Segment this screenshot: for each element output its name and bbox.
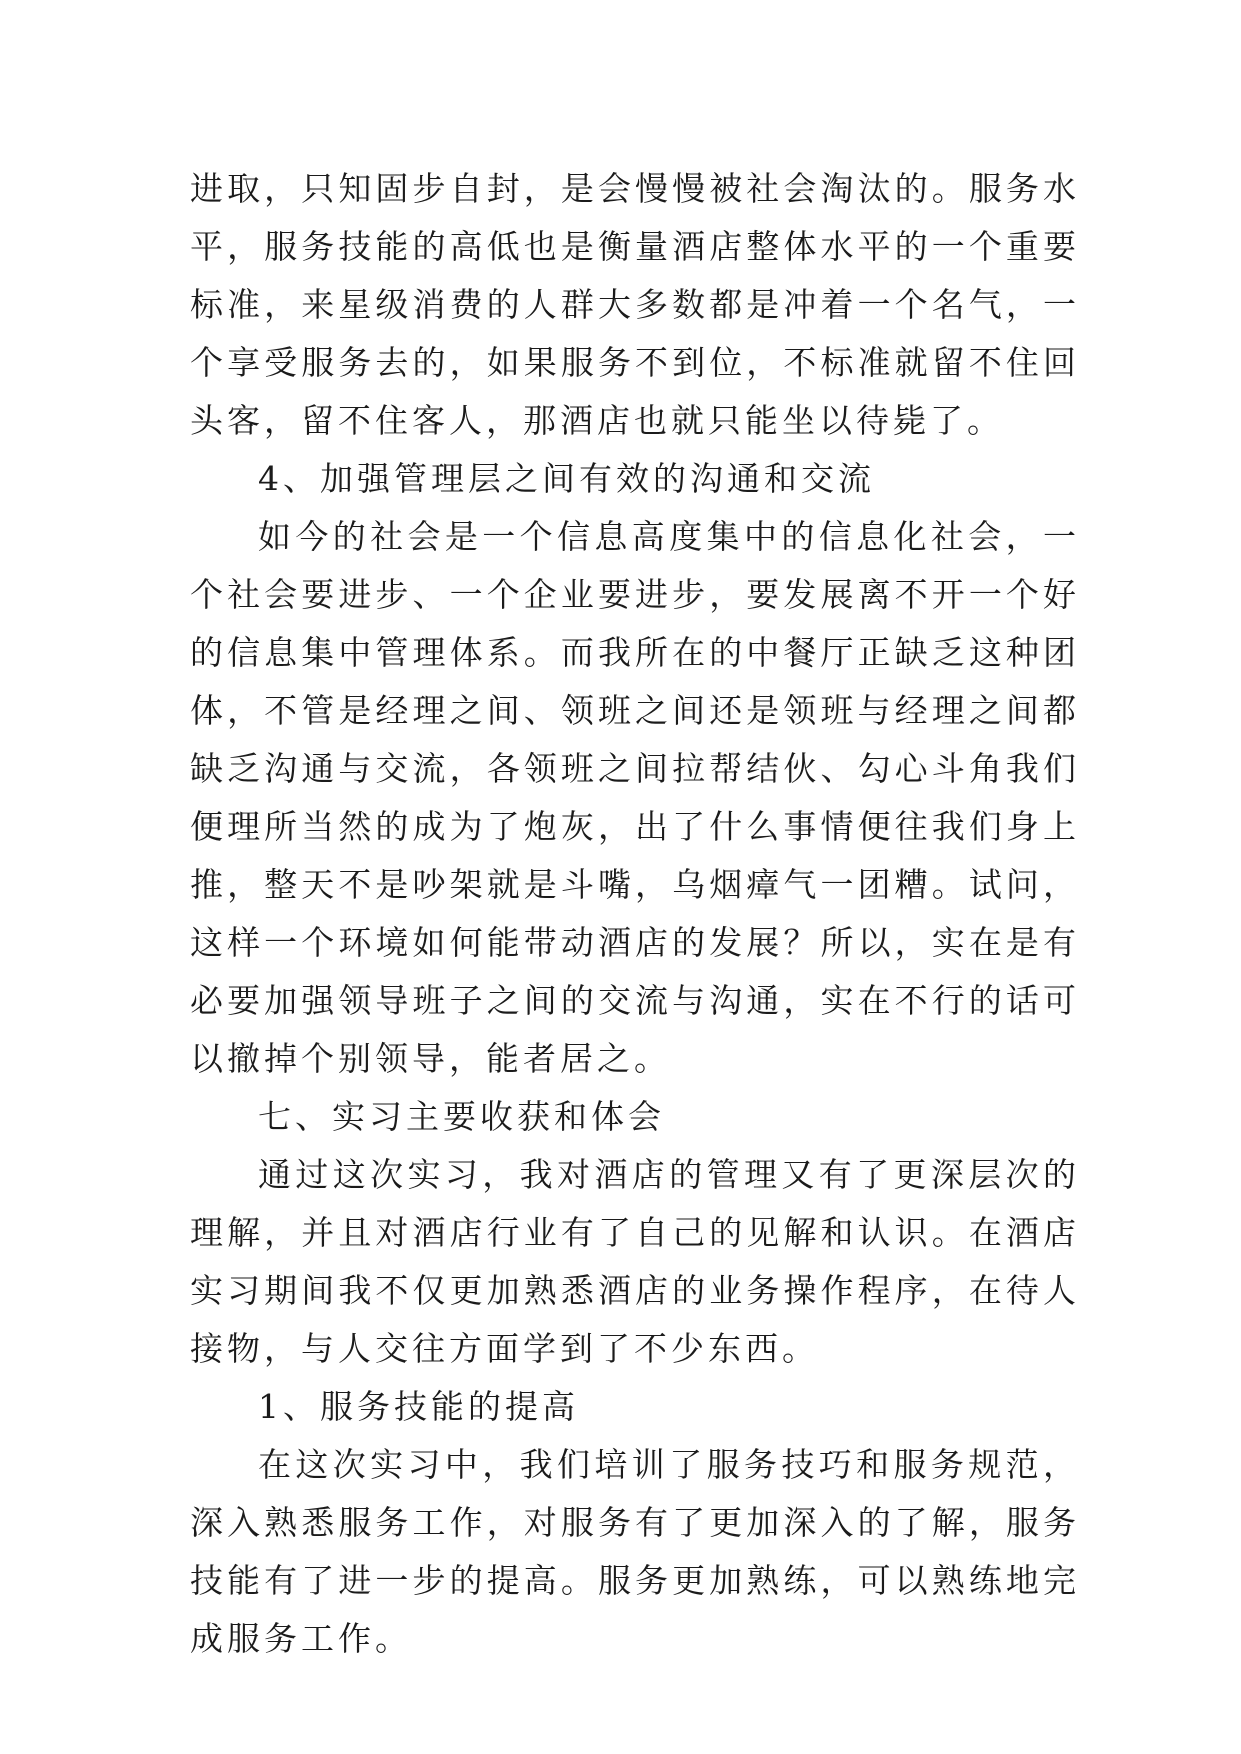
section-heading-1: 1、服务技能的提高 <box>258 1387 579 1426</box>
paragraph-harvest: 通过这次实习，我对酒店的管理又有了更深层次的理解，并且对酒店行业有了自己的见解和认识。在酒店实习期间我不仅更加熟悉酒店的业务操作程序，在待人接物，与人交往方面学到了不少东西。 <box>190 1155 1080 1368</box>
paragraph-skills: 在这次实习中，我们培训了服务技巧和服务规范，深入熟悉服务工作，对服务有了更加深入的了解，服务技能有了进一步的提高。服务更加熟练，可以熟练地完成服务工作。 <box>190 1445 1080 1658</box>
paragraph-communication: 如今的社会是一个信息高度集中的信息化社会，一个社会要进步、一个企业要进步，要发展离不开一个好的信息集中管理体系。而我所在的中餐厅正缺乏这种团体，不管是经理之间、领班之间还是领班与经理之间都缺乏沟通与交流，各领班之间拉帮结伙、勾心斗角我们便理所当然的成为了炮灰，出了什么事情便往我们身上推，整天不是吵架就是斗嘴，乌烟瘴气一团糟。试问，这样一个环境如何能带动酒店的发展？所以，实在是有必要加强领导班子之间的交流与沟通，实在不行的话可以撤掉个别领导，能者居之。 <box>190 517 1080 1078</box>
paragraph-continuation: 进取，只知固步自封，是会慢慢被社会淘汰的。服务水平，服务技能的高低也是衡量酒店整体水平的一个重要标准，来星级消费的人群大多数都是冲着一个名气，一个享受服务去的，如果服务不到位，不标准就留不住回头客，留不住客人，那酒店也就只能坐以待毙了。 <box>190 169 1080 440</box>
section-heading-7: 七、实习主要收获和体会 <box>258 1097 665 1136</box>
section-heading-4: 4、加强管理层之间有效的沟通和交流 <box>258 459 875 498</box>
document-body <box>190 160 1080 1668</box>
